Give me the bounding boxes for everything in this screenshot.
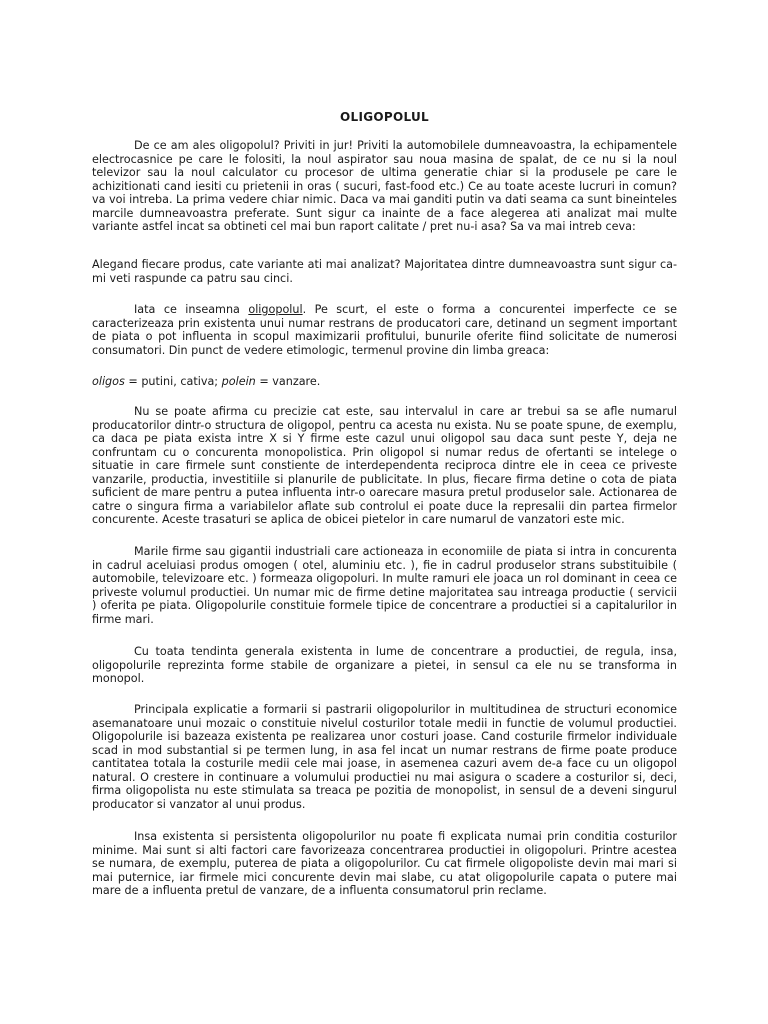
paragraph-concentration: Cu toata tendinta generala existenta in lume de concentrare a productiei, de regula, insa, oligopolurile reprezinta forme stabile de organizare a pietei, in sensul ca ele nu se transforma in monopol. <box>92 645 677 685</box>
paragraph-main-explanation: Principala explicatie a formarii si pastrarii oligopolurilor in multitudinea de structuri economice asemanatoare unui mozaic o constituie nivelul costurilor totale medii in functie de volumul productiei. Oligopolurile isi bazeaza existenta pe realizarea unor costuri joase. Cand costurile firmelor individuale scad in mod substantial si pe termen lung, in asa fel incat un numar restrans de firme poate produce cantitatea totala la costurile medii cele mai joase, in asemenea cazuri avem de-a face cu un oligopol natural. O crestere in continuare a volumului productiei nu mai asigura o scadere a costurilor si, deci, firma oligopolista nu este stimulata sa treaca pe pozitia de monopolist, in sensul de a deveni singurul producator si vanzator al unui produs. <box>92 703 677 811</box>
paragraph-intro: De ce am ales oligopolul? Priviti in jur! Priviti la automobilele dumneavoastra, la echipamentele electrocasnice pe care le folositi, la noul aspirator sau noua masina de spalat, de ce nu si la noul televizor sau la noul calculator cu procesor de ultima generatie chiar si la produsele pe care le achizitionati cand iesiti cu prietenii in oras ( sucuri, fast-food etc.) Ce au toate aceste lucruri in comun? va voi intreba. La prima vedere chiar nimic. Daca va mai ganditi putin va dati seama ca sunt bineinteles marcile dumneavoastra preferate. Sunt sigur ca inainte de a face alegerea ati analizat mai multe variante astfel incat sa obtineti cel mai bun raport calitate / pret nu-i asa? Sa va mai intreb ceva: <box>92 139 677 233</box>
etymology-term-polein: polein <box>221 375 256 388</box>
paragraph-question: Alegand fiecare produs, cate variante ati mai analizat? Majoritatea dintre dumneavoastra sunt sigur ca-mi veti raspunde ca patru sau cinci. <box>92 258 677 285</box>
etymology-definition-polein: = vanzare. <box>255 375 321 388</box>
definition-text: . Pe scurt, el este o forma a concurentei imperfecte ce se caracterizeaza prin existenta unui numar restrans de producatori care, detinand un segment important de piata o pot influenta in scopul maximizarii profitului, bunurile oferite fiind solicitate de numerosi consumatori. Din punct de vedere etimologic, termenul provine din limba greaca: <box>92 303 677 357</box>
document-title: OLIGOPOLUL <box>340 110 429 124</box>
paragraph-number-of-producers: Nu se poate afirma cu precizie cat este, sau intervalul in care ar trebui sa se afle numarul producatorilor dintr-o structura de oligopol, pentru ca acesta nu exista. Nu se poate spune, de exemplu, ca daca pe piata exista intre X si Y firme este cazul unui oligopol sau daca sunt peste Y, deja ne confruntam cu o concurenta monopolistica. Prin oligopol si numar redus de ofertanti se intelege o situatie in care firmele sunt constiente de interdependenta reciproca dintre ele in ceea ce priveste vanzarile, productia, investitiile si planurile de publicitate. In plus, fiecare firma detine o cota de piata suficient de mare pentru a putea influenta intr-o oarecare masura pretul produselor sale. Actionarea de catre o singura firma a variabilelor aflate sub controlul ei poate duce la represalii din partea firmelor concurente. Aceste trasaturi se aplica de obicei pietelor in care numarul de vanzatori este mic. <box>92 405 677 526</box>
oligopolul-link[interactable]: oligopolul <box>248 303 303 316</box>
etymology-definition-oligos: = putini, cativa; <box>124 375 222 388</box>
paragraph-other-factors: Insa existenta si persistenta oligopolurilor nu poate fi explicata numai prin conditia costurilor minime. Mai sunt si alti factori care favorizeaza concentrarea productiei in oligopoluri. Printre acestea se numara, de exemplu, puterea de piata a oligopolurilor. Cu cat firmele oligopoliste devin mai mari si mai puternice, iar firmele mici concurente devin mai slabe, cu atat oligopolurile capata o putere mai mare de a influenta pretul de vanzare, de a influenta consumatorul prin reclame. <box>92 830 677 897</box>
definition-lead-text: Iata ce inseamna <box>134 303 249 316</box>
etymology-term-oligos: oligos <box>92 375 125 388</box>
paragraph-large-firms: Marile firme sau gigantii industriali care actioneaza in economiile de piata si intra in concurenta in cadrul aceluiasi produs omogen ( otel, aluminiu etc. ), fie in cadrul produselor strans substituibile ( automobile, televizoare etc. ) formeaza oligopoluri. In multe ramuri ele joaca un rol dominant in ceea ce priveste volumul productiei. Un numar mic de firme detine majoritatea sau intreaga productie ( servicii ) oferita pe piata. Oligopolurile constituie formele tipice de concentrare a productiei si a capitalurilor in firme mari. <box>92 545 677 626</box>
paragraph-definition <box>92 303 677 357</box>
paragraph-etymology <box>92 375 677 389</box>
